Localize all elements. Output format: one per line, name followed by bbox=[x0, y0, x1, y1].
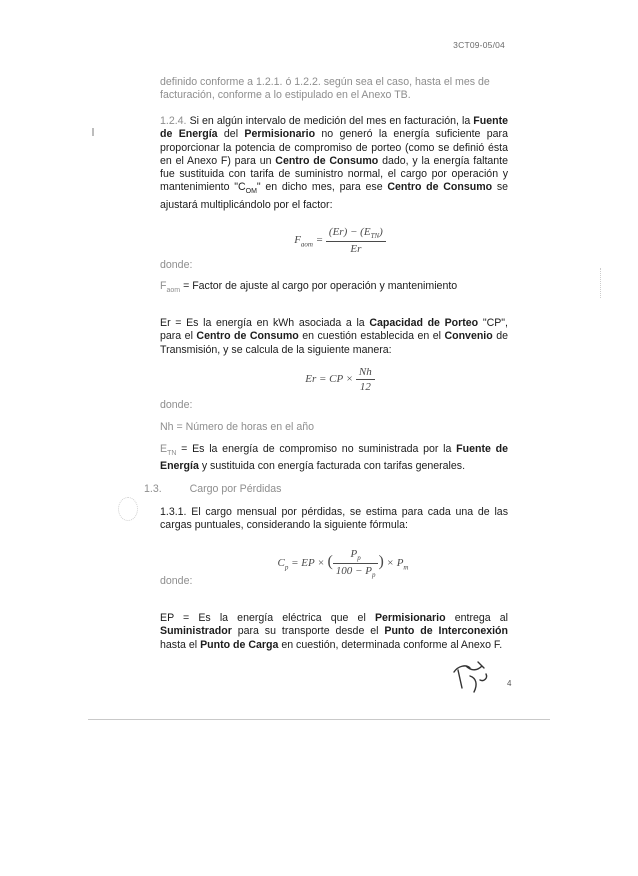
fraction: $\frac{P_p}{100 - P_p}$ bbox=[333, 548, 379, 579]
formula-er: Er = CP × $\frac{Nh}{12}$ bbox=[290, 366, 390, 393]
fraction: $\frac{Nh}{12}$ bbox=[356, 366, 375, 393]
donde-label: donde: bbox=[160, 259, 193, 271]
fraction: $\frac{(Er) - (E_{TN})}{Er}$ bbox=[326, 226, 386, 255]
paragraph-continuation-a: definido conforme a 1.2.1. ó 1.2.2. según sea el caso, hasta el mes de bbox=[160, 76, 490, 88]
definition-er: Er = Es la energía en kWh asociada a la Capacidad de Porteo "CP", para el Centro de Consumo en cuestión establecida en el Convenio de Transmisión, y se calcula de la siguiente manera: bbox=[160, 317, 508, 356]
definition-ep: EP = Es la energía eléctrica que el Permisionario entrega al Suministrador para su transporte desde el Punto de Interconexión hasta el Punto de Carga en cuestión, determinada conforme al Anexo F. bbox=[160, 612, 509, 651]
scan-speck bbox=[92, 128, 94, 136]
signature-mark bbox=[448, 658, 494, 698]
scan-speck bbox=[118, 497, 138, 521]
definition-faom: $F_{aom}$ = Factor de ajuste al cargo por operación y mantenimiento bbox=[160, 280, 458, 295]
definition-nh: Nh = Número de horas en el año bbox=[160, 421, 314, 433]
definition-etn: $E_{TN} = Es$ la energía de compromiso no suministrada por la Fuente de Energía y sustituida con energía facturada con tarifas generales. bbox=[160, 443, 508, 473]
formula-adjustment-factor: $F_{aom}$ = $\frac{(Er) - (E_{TN})}{Er}$ bbox=[280, 226, 400, 255]
section-heading-1-3: 1.3. Cargo por Pérdidas bbox=[144, 483, 282, 495]
section-number: 1.2.4. bbox=[160, 115, 187, 127]
scan-speck bbox=[600, 268, 607, 298]
paragraph-continuation-b: facturación, conforme a lo estipulado en el Anexo TB. bbox=[160, 89, 411, 101]
donde-label: donde: bbox=[160, 399, 193, 411]
bottom-rule bbox=[88, 719, 550, 720]
page-number: 4 bbox=[507, 679, 512, 688]
document-code: 3CT09-05/04 bbox=[453, 40, 505, 50]
paragraph-1-3-1: 1.3.1. El cargo mensual por pérdidas, se estima para cada una de las cargas puntuales, considerando la siguiente fórmula: bbox=[160, 506, 508, 532]
paragraph-1-2-4: 1.2.4. Si en algún intervalo de medición del mes en facturación, la Fuente de Energía del Permisionario no generó la energía suficiente para proporcionar la potencia de compromiso de porteo (como se definió ésta en el Anexo F) para un Centro de Consumo dado, y la energía faltante fue sustituida con tarifa de suministro normal, el cargo por operación y mantenimiento "$C_{OM}$" en dicho mes, para ese Centro de Consumo se ajustará multiplicándolo por el factor: bbox=[160, 115, 509, 211]
formula-losses: $C_p$ = EP × ( $\frac{P_p}{100 - P_p}$ ) × $P_m$ bbox=[277, 548, 409, 580]
donde-label: donde: bbox=[160, 575, 193, 587]
